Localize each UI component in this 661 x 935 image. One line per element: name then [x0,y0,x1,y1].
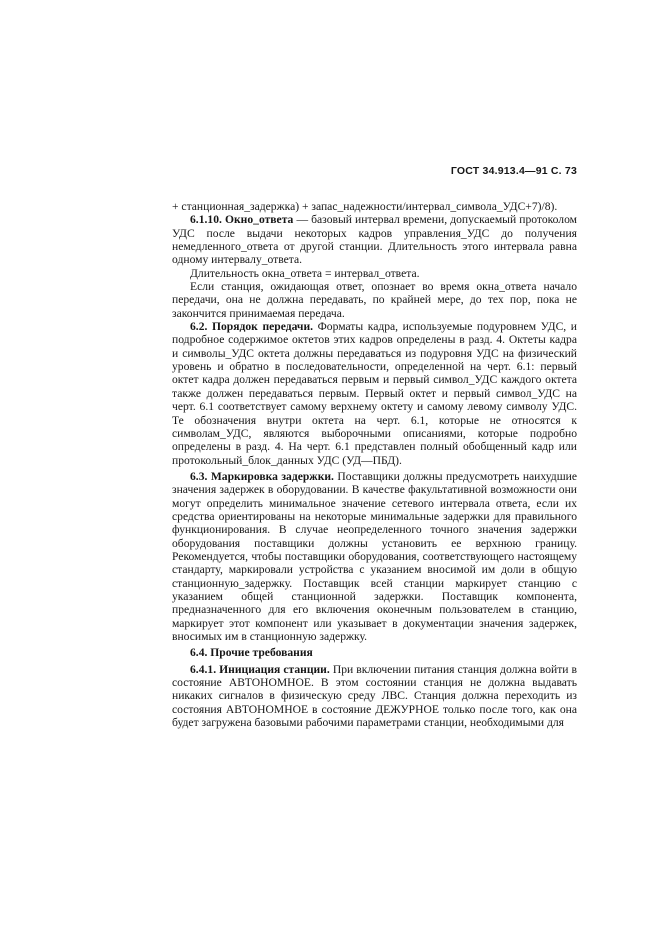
term-response-window: 6.1.10. Окно_ответа [190,213,294,227]
paragraph-window-duration: Длительность окна_ответа = интервал_ответа. [190,266,420,280]
document-body [172,200,577,729]
paragraph-6-2-text: Форматы кадра, используемые подуровнем УДС, и подробное содержимое октетов этих кадров определены в разд. 4. Октеты кадра и символы_УДС октета должны передаваться из подуровня УДС на физический уровень и обратно в последовательности, определенной на черт. 6.1: первый октет кадра должен передаваться первым и первый символ_УДС каждого октета также должен передаваться первым. Первый октет и первый символ_УДС на черт. 6.1 соответствует самому верхнему октету и самому левому символу УДС. Те обозначения внутри октета на черт. 6.1, которые не относятся к символам_УДС, являются выборочными описаниями, которые подробно определены в разд. 4. На черт. 6.1 представлен полный обобщенный кадр или протокольный_блок_данных УДС (УД—ПБД). [172,320,577,467]
paragraph-6-2 [172,320,577,467]
section-6-4-title: 6.4. Прочие требования [190,646,313,660]
paragraph-6-1-10 [172,213,577,266]
paragraph-6-4-1-text: При включении питания станция должна войти в состояние АВТОНОМНОЕ. В этом состоянии станция не должна выдавать никаких сигналов в физическую среду ЛВС. Станция должна переходить из состояния АВТОНОМНОЕ в состояние ДЕЖУРНОЕ только после того, как она будет загружена базовыми рабочими параметрами станции, необходимыми для [172,662,577,730]
paragraph-6-4-1 [172,663,577,730]
paragraph-continuation: + станционная_задержка) + запас_надежности/интервал_символа_УДС+7)/8). [172,200,558,213]
paragraph-6-3 [172,470,577,643]
heading-delay-marking: 6.3. Маркировка задержки. [190,469,334,483]
paragraph-6-3-text: Поставщики должны предусмотреть наихудшие значения задержек в оборудовании. В качестве факультативной возможности они могут определить минимальное значение сетевого интервала ответа, если их средства ориентированы на некоторые минимальные задержки для правильного функционирования. В случае неопределенного точного значения задержки оборудования поставщики должны установить ее верхнюю границу. Рекомендуется, чтобы поставщики оборудования, соответствующего настоящему стандарту, маркировали устройства с указанием вносимой им доли в общую станционную_задержку. Поставщик всей станции маркирует станцию с указанием общей станционной задержки. Поставщик компонента, предназначенного для его включения оконечным пользователем в станцию, маркирует этот компонент или указывает в документации значения задержек, вносимых им в станционную задержку. [172,469,577,643]
paragraph-6-1-10-text: — базовый интервал времени, допускаемый протоколом УДС после выдачи некоторых кадров управления_УДС до получения немедленного_ответа от другой станции. Длительность этого интервала равна одному интервалу_ответа. [172,213,577,267]
heading-transmission-order: 6.2. Порядок передачи. [190,320,314,334]
page-header: ГОСТ 34.913.4—91 С. 73 [450,165,577,177]
heading-station-initiation: 6.4.1. Инициация станции. [190,662,330,676]
paragraph-waiting-station: Если станция, ожидающая ответ, опознает во время окна_ответа начало передачи, она не должна передавать, по крайней мере, до тех пор, пока не закончится принимаемая передача. [172,280,577,320]
